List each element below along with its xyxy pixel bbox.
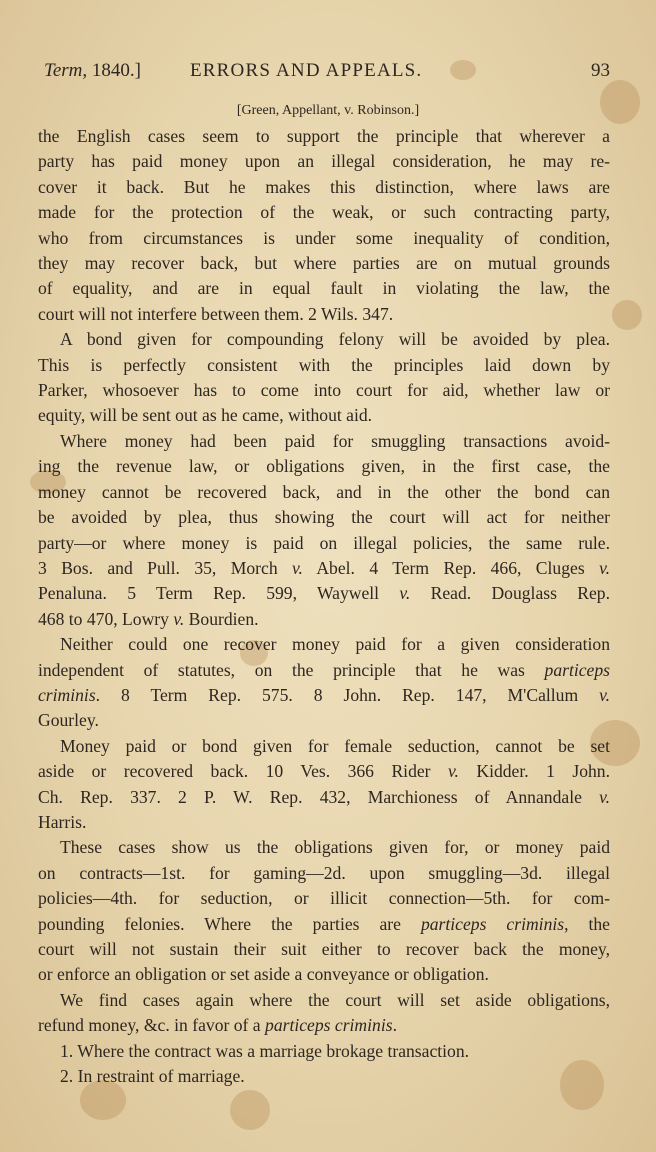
paragraph <box>38 988 610 1039</box>
text-line: We find cases again where the court will set aside obligations, <box>60 989 610 1010</box>
text-line: Parker, whosoever has to come into court for aid, whether law or <box>38 380 610 401</box>
text-line: they may recover back, but where parties are on mutual grounds <box>38 253 610 274</box>
text-line: These cases show us the obligations given for, or money paid <box>60 837 610 858</box>
text-line: party has paid money upon an illegal consideration, he may re- <box>38 151 610 172</box>
text-line: the English cases seem to support the principle that wherever a <box>38 126 610 146</box>
text-line: 1. Where the contract was a marriage brokage transaction. <box>60 1040 470 1061</box>
text-line: criminis. 8 Term Rep. 575. 8 John. Rep. 147, M'Callum v. <box>38 684 610 705</box>
text-line: independent of statutes, on the principle that he was particeps <box>38 659 610 680</box>
paragraph <box>38 327 610 429</box>
body-text <box>38 124 610 1089</box>
text-line: A bond given for compounding felony will be avoided by plea. <box>60 329 610 350</box>
paragraph <box>38 1039 610 1064</box>
paragraph <box>38 734 610 836</box>
header-term <box>44 60 141 82</box>
text-line: money cannot be recovered back, and in the other the bond can <box>38 481 610 502</box>
running-header <box>44 60 610 88</box>
page-number: 93 <box>591 60 610 81</box>
text-line: party—or where money is paid on illegal policies, the same rule. <box>38 532 610 553</box>
foxing-stain <box>230 1090 270 1130</box>
text-line: Harris. <box>38 811 87 832</box>
text-line: or enforce an obligation or set aside a conveyance or obligation. <box>38 964 489 985</box>
text-line: cover it back. But he makes this distinction, where laws are <box>38 176 610 197</box>
case-caption: [Green, Appellant, v. Robinson.] <box>236 103 420 118</box>
paragraph <box>38 124 610 327</box>
text-line: equity, will be sent out as he came, without aid. <box>38 405 373 426</box>
text-line: of equality, and are in equal fault in violating the law, the <box>38 278 610 299</box>
text-line: ing the revenue law, or obligations given, in the first case, the <box>38 456 610 477</box>
text-line: Money paid or bond given for female seduction, cannot be set <box>60 735 610 756</box>
text-line: Penaluna. 5 Term Rep. 599, Waywell v. Read. Douglass Rep. <box>38 583 610 604</box>
text-line: Neither could one recover money paid for a given consideration <box>60 634 610 655</box>
text-line: on contracts—1st. for gaming—2d. upon smuggling—3d. illegal <box>38 862 610 883</box>
text-line: policies—4th. for seduction, or illicit connection—5th. for com- <box>38 888 610 909</box>
foxing-stain <box>612 300 642 330</box>
text-line: made for the protection of the weak, or such contracting party, <box>38 202 610 223</box>
text-line: Gourley. <box>38 710 99 731</box>
paragraph <box>38 632 610 734</box>
text-line: court will not interfere between them. 2 Wils. 347. <box>38 303 394 324</box>
text-line: 468 to 470, Lowry v. Bourdien. <box>38 608 259 629</box>
paragraph <box>38 835 610 987</box>
paragraph <box>38 429 610 632</box>
text-line: aside or recovered back. 10 Ves. 366 Rider v. Kidder. 1 John. <box>38 761 610 782</box>
text-line: court will not sustain their suit either to recover back the money, <box>38 939 610 959</box>
text-line: be avoided by plea, thus showing the court will act for neither <box>38 507 610 528</box>
text-line: Where money had been paid for smuggling transactions avoid- <box>60 430 610 451</box>
paragraph <box>38 1064 610 1089</box>
text-line: 2. In restraint of marriage. <box>60 1066 245 1087</box>
text-line: This is perfectly consistent with the principles laid down by <box>38 354 610 375</box>
text-line: pounding felonies. Where the parties are particeps criminis, the <box>38 913 610 934</box>
text-line: who from circumstances is under some inequality of condition, <box>38 227 610 248</box>
text-line: refund money, &c. in favor of a particeps criminis. <box>38 1015 397 1036</box>
text-line: Ch. Rep. 337. 2 P. W. Rep. 432, Marchioness of Annandale v. <box>38 786 610 807</box>
header-term-italic: Term, <box>44 60 88 81</box>
text-line: 3 Bos. and Pull. 35, Morch v. Abel. 4 Term Rep. 466, Cluges v. <box>38 557 610 578</box>
header-title: ERRORS AND APPEALS. <box>190 60 423 81</box>
header-term-year: 1840.] <box>91 60 141 81</box>
